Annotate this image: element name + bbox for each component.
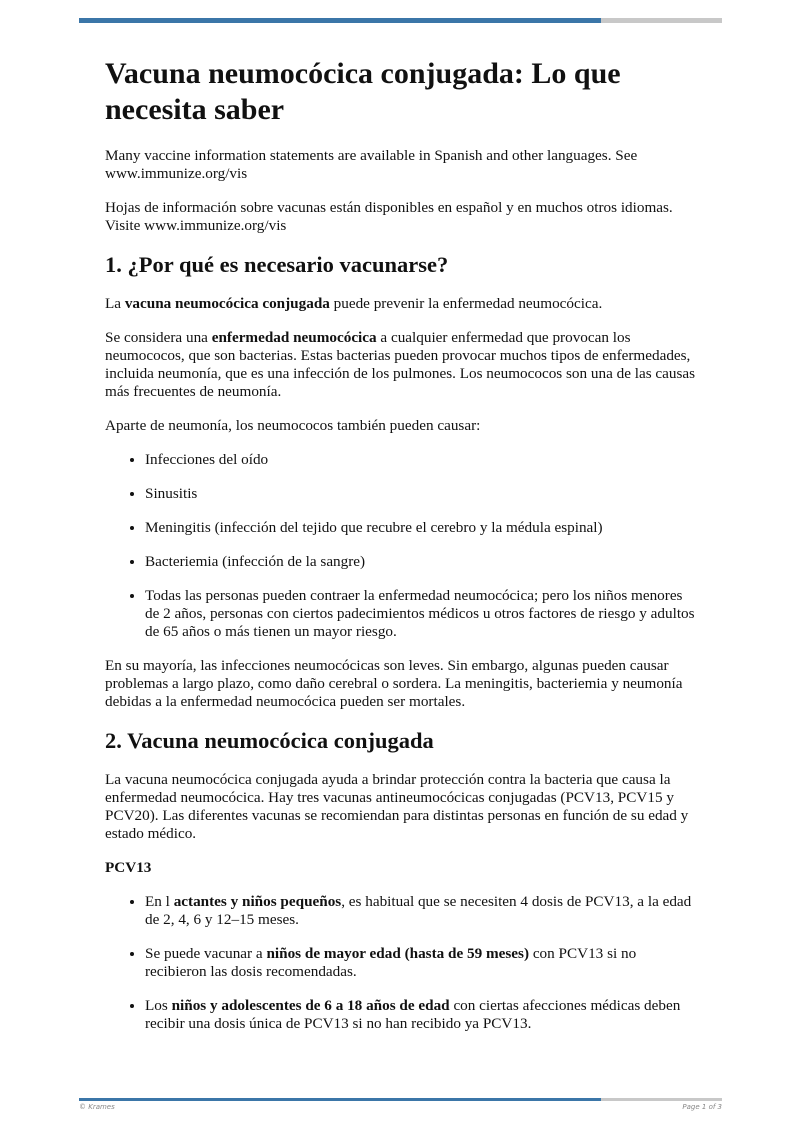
document-body [105, 56, 700, 1049]
list-item: • Meningitis (infección del tejido que recubre el cerebro y la médula espinal) [145, 519, 700, 537]
list-item: • Los niños y adolescentes de 6 a 18 años de edad con ciertas afecciones médicas deben recibir una dosis única de PCV13 si no han recibido ya PCV13. [145, 997, 700, 1033]
list-item: • Se puede vacunar a niños de mayor edad (hasta de 59 meses) con PCV13 si no recibieron las dosis recomendadas. [145, 945, 700, 981]
top-rule-track [601, 18, 722, 23]
list-item: • Todas las personas pueden contraer la enfermedad neumocócica; pero los niños menores de 2 años, personas con ciertos padecimientos médicos u otros factores de riesgo y adultos de 65 años o más tienen un mayor riesgo. [145, 587, 700, 641]
complications-list [105, 451, 700, 641]
section-1-paragraph-4: En su mayoría, las infecciones neumocócicas son leves. Sin embargo, algunas pueden causar problemas a largo plazo, como daño cerebral o sordera. La meningitis, bacteriemia y neumonía debidas a la enfermedad neumocócica pueden ser mortales. [105, 657, 683, 710]
list-item: • Sinusitis [145, 485, 700, 503]
top-rule [79, 18, 722, 23]
footer-copyright: © Krames [79, 1103, 115, 1111]
page-footer [79, 1103, 722, 1111]
section-2-paragraph-1: La vacuna neumocócica conjugada ayuda a brindar protección contra la bacteria que causa la enfermedad neumocócica. Hay tres vacunas antineumocócicas conjugadas (PCV13, PCV15 y PCV20). Las diferentes vacunas se recomiendan para distintas personas en función de su edad y estado médico. [105, 771, 689, 842]
list-item: • Bacteriemia (infección de la sangre) [145, 553, 700, 571]
bottom-rule-accent [79, 1098, 601, 1101]
intro-english-note: Many vaccine information statements are available in Spanish and other languages. See www.immunize.org/vis [105, 147, 638, 182]
top-rule-accent [79, 18, 601, 23]
footer-page-number: Page 1 of 3 [682, 1103, 722, 1111]
list-item: • Infecciones del oído [145, 451, 700, 469]
pcv13-subheading: PCV13 [105, 859, 152, 876]
pcv13-list [105, 893, 700, 1033]
section-2-heading: 2. Vacuna neumocócica conjugada [105, 728, 434, 753]
intro-spanish-note: Hojas de información sobre vacunas están disponibles en español y en muchos otros idiomas. Visite www.immunize.org/vis [105, 199, 673, 234]
list-item: • En l actantes y niños pequeños, es habitual que se necesiten 4 dosis de PCV13, a la edad de 2, 4, 6 y 12–15 meses. [145, 893, 700, 929]
bottom-rule [79, 1098, 722, 1101]
bottom-rule-track [601, 1098, 722, 1101]
section-1-paragraph-2: Se considera una enfermedad neumocócica a cualquier enfermedad que provocan los neumococos, que son bacterias. Estas bacterias pueden provocar muchos tipos de enfermedades, incluida neumonía, que es una infección de los pulmones. Los neumococos son una de las causas más frecuentes de neumonía. [105, 329, 696, 400]
section-1-paragraph-1: La vacuna neumocócica conjugada puede prevenir la enfermedad neumocócica. [105, 295, 603, 312]
page-title: Vacuna neumocócica conjugada: Lo que necesita saber [105, 57, 621, 126]
section-1-paragraph-3: Aparte de neumonía, los neumococos también pueden causar: [105, 417, 481, 434]
section-1-heading: 1. ¿Por qué es necesario vacunarse? [105, 252, 449, 277]
